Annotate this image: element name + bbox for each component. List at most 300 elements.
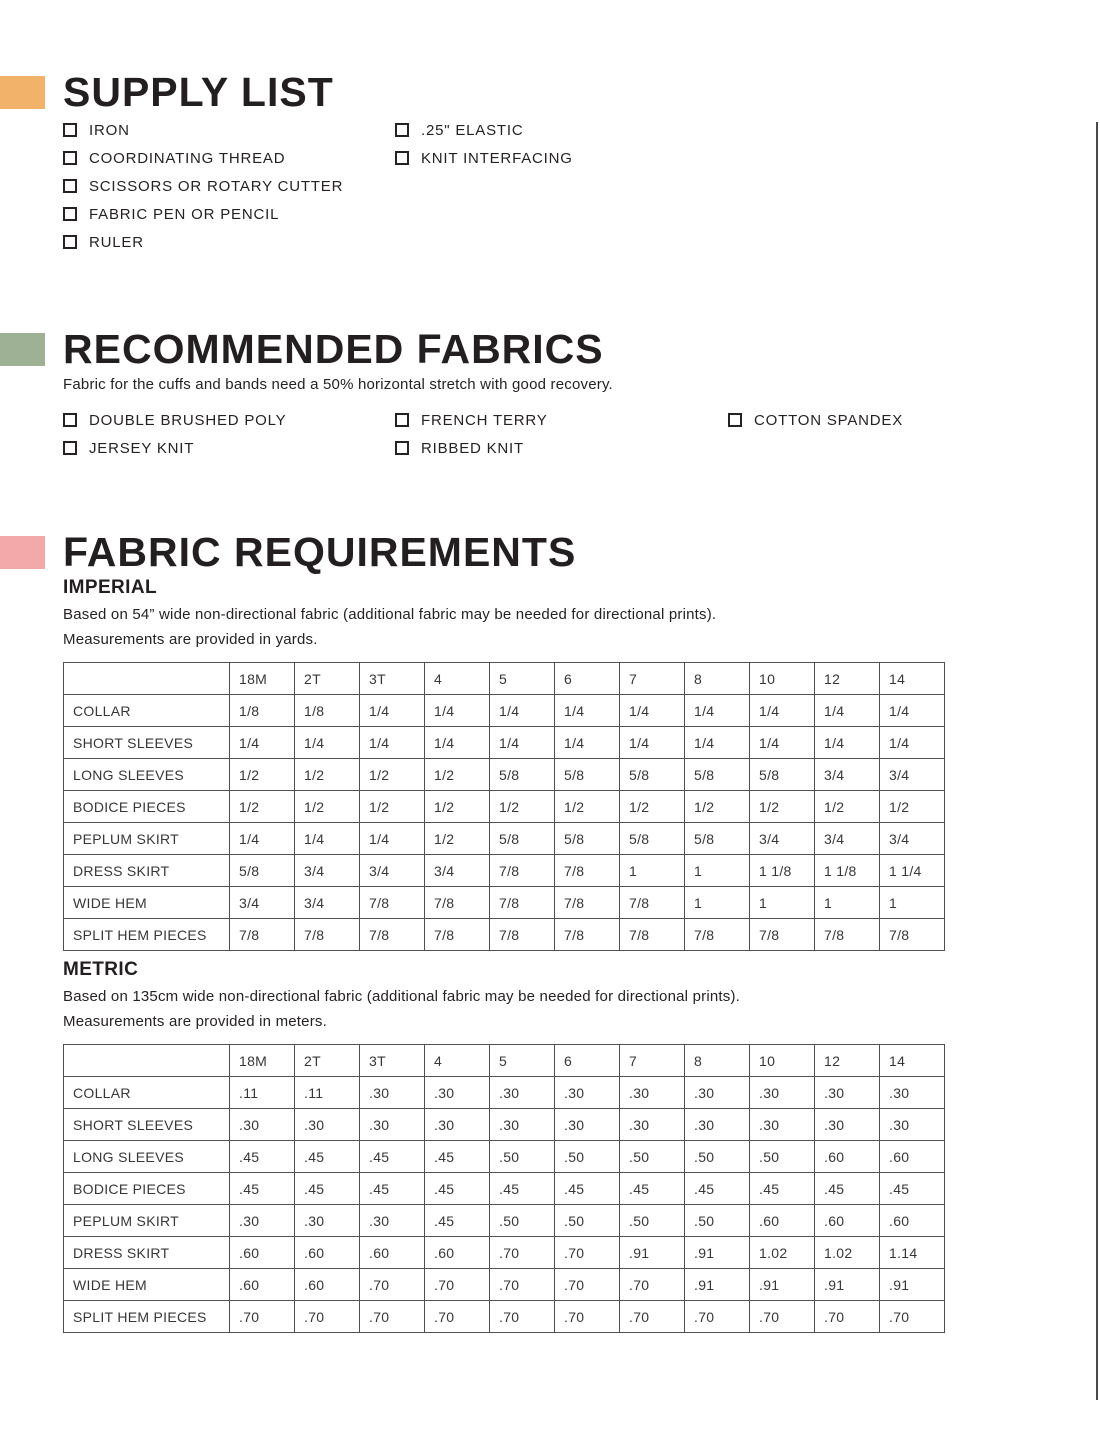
value-cell: .70 bbox=[425, 1269, 490, 1301]
row-label-cell: LONG SLEEVES bbox=[64, 1141, 230, 1173]
supply-list-title: SUPPLY LIST bbox=[63, 69, 334, 115]
value-cell: 1/4 bbox=[880, 727, 945, 759]
value-cell: .30 bbox=[295, 1205, 360, 1237]
value-cell: 5/8 bbox=[555, 759, 620, 791]
value-cell: .60 bbox=[230, 1237, 295, 1269]
value-cell: .60 bbox=[295, 1269, 360, 1301]
value-cell: 1/2 bbox=[230, 791, 295, 823]
fabric-requirements-accent-block bbox=[0, 536, 45, 569]
recommended-fabrics-column-3 bbox=[728, 413, 903, 469]
value-cell: .45 bbox=[555, 1173, 620, 1205]
value-cell: .50 bbox=[685, 1141, 750, 1173]
value-cell: 1/8 bbox=[295, 695, 360, 727]
value-cell: 3/4 bbox=[425, 855, 490, 887]
checklist-item-label: COORDINATING THREAD bbox=[89, 150, 286, 167]
value-cell: .45 bbox=[620, 1173, 685, 1205]
value-cell: 7/8 bbox=[360, 887, 425, 919]
value-cell: .30 bbox=[490, 1077, 555, 1109]
value-cell: 7/8 bbox=[425, 887, 490, 919]
value-cell: 5/8 bbox=[620, 759, 685, 791]
fabric-requirements-title: FABRIC REQUIREMENTS bbox=[63, 529, 577, 575]
row-label-cell: WIDE HEM bbox=[64, 887, 230, 919]
value-cell: 3/4 bbox=[880, 823, 945, 855]
value-cell: .91 bbox=[815, 1269, 880, 1301]
imperial-note-line-1: Based on 54” wide non-directional fabric (additional fabric may be needed for directional prints). bbox=[63, 606, 717, 623]
value-cell: 1/4 bbox=[750, 727, 815, 759]
checkbox-icon bbox=[63, 441, 77, 455]
value-cell: .30 bbox=[425, 1077, 490, 1109]
size-header-cell: 5 bbox=[490, 663, 555, 695]
value-cell: 1 1/8 bbox=[815, 855, 880, 887]
value-cell: 7/8 bbox=[815, 919, 880, 951]
metric-note-line-1: Based on 135cm wide non-directional fabric (additional fabric may be needed for directional prints). bbox=[63, 988, 741, 1005]
value-cell: .60 bbox=[880, 1205, 945, 1237]
value-cell: .30 bbox=[555, 1077, 620, 1109]
checklist-item-label: RIBBED KNIT bbox=[421, 440, 524, 457]
value-cell: 1/2 bbox=[425, 823, 490, 855]
value-cell: 1/4 bbox=[360, 727, 425, 759]
value-cell: 1/4 bbox=[555, 695, 620, 727]
value-cell: .45 bbox=[880, 1173, 945, 1205]
value-cell: .91 bbox=[880, 1269, 945, 1301]
value-cell: 1/8 bbox=[230, 695, 295, 727]
value-cell: .30 bbox=[750, 1077, 815, 1109]
checklist-item bbox=[395, 441, 728, 456]
value-cell: .45 bbox=[490, 1173, 555, 1205]
value-cell: 1/4 bbox=[815, 727, 880, 759]
checklist-item-label: FABRIC PEN OR PENCIL bbox=[89, 206, 280, 223]
value-cell: .70 bbox=[230, 1301, 295, 1333]
value-cell: .30 bbox=[555, 1109, 620, 1141]
fabric-requirements-title-row bbox=[0, 529, 1100, 575]
value-cell: 1/2 bbox=[360, 759, 425, 791]
value-cell: 1/4 bbox=[555, 727, 620, 759]
table-row bbox=[64, 791, 945, 823]
table-row bbox=[64, 823, 945, 855]
page-right-border bbox=[1096, 122, 1098, 1400]
checkbox-icon bbox=[395, 151, 409, 165]
value-cell: 3/4 bbox=[230, 887, 295, 919]
value-cell: .70 bbox=[685, 1301, 750, 1333]
value-cell: .45 bbox=[295, 1173, 360, 1205]
checklist-item bbox=[728, 413, 903, 428]
value-cell: .70 bbox=[295, 1301, 360, 1333]
checklist-item bbox=[63, 207, 395, 222]
checkbox-icon bbox=[63, 413, 77, 427]
value-cell: .30 bbox=[490, 1109, 555, 1141]
table-row bbox=[64, 1109, 945, 1141]
corner-cell bbox=[64, 663, 230, 695]
value-cell: .30 bbox=[360, 1205, 425, 1237]
value-cell: 7/8 bbox=[490, 887, 555, 919]
checklist-item bbox=[63, 123, 395, 138]
size-header-cell: 5 bbox=[490, 1045, 555, 1077]
value-cell: .60 bbox=[425, 1237, 490, 1269]
size-header-cell: 6 bbox=[555, 1045, 620, 1077]
value-cell: .30 bbox=[230, 1109, 295, 1141]
value-cell: 1/2 bbox=[425, 791, 490, 823]
value-cell: .91 bbox=[685, 1269, 750, 1301]
value-cell: 1/2 bbox=[490, 791, 555, 823]
size-header-cell: 2T bbox=[295, 663, 360, 695]
value-cell: .45 bbox=[425, 1141, 490, 1173]
value-cell: 1.02 bbox=[815, 1237, 880, 1269]
table-row bbox=[64, 887, 945, 919]
checkbox-icon bbox=[63, 207, 77, 221]
value-cell: .45 bbox=[425, 1205, 490, 1237]
row-label-cell: LONG SLEEVES bbox=[64, 759, 230, 791]
value-cell: 7/8 bbox=[295, 919, 360, 951]
value-cell: .45 bbox=[360, 1173, 425, 1205]
value-cell: .60 bbox=[750, 1205, 815, 1237]
value-cell: 1 bbox=[750, 887, 815, 919]
fabric-requirements-section bbox=[0, 529, 1100, 1333]
value-cell: .70 bbox=[555, 1269, 620, 1301]
size-header-cell: 8 bbox=[685, 663, 750, 695]
value-cell: 1 bbox=[620, 855, 685, 887]
size-header-row bbox=[64, 663, 945, 695]
value-cell: 7/8 bbox=[490, 919, 555, 951]
value-cell: .50 bbox=[555, 1141, 620, 1173]
value-cell: 5/8 bbox=[685, 823, 750, 855]
value-cell: 7/8 bbox=[620, 919, 685, 951]
row-label-cell: SPLIT HEM PIECES bbox=[64, 919, 230, 951]
value-cell: .70 bbox=[490, 1269, 555, 1301]
value-cell: .91 bbox=[750, 1269, 815, 1301]
row-label-cell: PEPLUM SKIRT bbox=[64, 1205, 230, 1237]
value-cell: .30 bbox=[750, 1109, 815, 1141]
value-cell: .70 bbox=[620, 1301, 685, 1333]
value-cell: .30 bbox=[685, 1109, 750, 1141]
value-cell: 5/8 bbox=[490, 823, 555, 855]
value-cell: .50 bbox=[555, 1205, 620, 1237]
value-cell: .50 bbox=[490, 1205, 555, 1237]
value-cell: .70 bbox=[555, 1237, 620, 1269]
value-cell: .70 bbox=[555, 1301, 620, 1333]
checklist-item-label: IRON bbox=[89, 122, 130, 139]
checkbox-icon bbox=[395, 441, 409, 455]
value-cell: 7/8 bbox=[750, 919, 815, 951]
table-row bbox=[64, 1269, 945, 1301]
value-cell: .30 bbox=[360, 1109, 425, 1141]
table-row bbox=[64, 1301, 945, 1333]
row-label-cell: BODICE PIECES bbox=[64, 791, 230, 823]
size-header-cell: 2T bbox=[295, 1045, 360, 1077]
value-cell: 1 bbox=[685, 855, 750, 887]
supply-list-columns bbox=[63, 123, 1100, 263]
row-label-cell: SHORT SLEEVES bbox=[64, 1109, 230, 1141]
supply-list-accent-block bbox=[0, 76, 45, 109]
value-cell: 1 bbox=[815, 887, 880, 919]
value-cell: .50 bbox=[750, 1141, 815, 1173]
value-cell: .60 bbox=[815, 1141, 880, 1173]
imperial-notes bbox=[63, 602, 1100, 652]
size-header-cell: 12 bbox=[815, 663, 880, 695]
value-cell: .60 bbox=[360, 1237, 425, 1269]
value-cell: 1.02 bbox=[750, 1237, 815, 1269]
table-row bbox=[64, 919, 945, 951]
value-cell: .45 bbox=[685, 1173, 750, 1205]
row-label-cell: DRESS SKIRT bbox=[64, 1237, 230, 1269]
checklist-item bbox=[63, 179, 395, 194]
recommended-fabrics-columns bbox=[63, 413, 1100, 469]
supply-list-title-row bbox=[0, 69, 1100, 115]
checklist-item-label: JERSEY KNIT bbox=[89, 440, 195, 457]
value-cell: .45 bbox=[425, 1173, 490, 1205]
value-cell: .30 bbox=[815, 1109, 880, 1141]
value-cell: .50 bbox=[620, 1141, 685, 1173]
table-row bbox=[64, 1141, 945, 1173]
value-cell: 1/4 bbox=[685, 695, 750, 727]
checkbox-icon bbox=[63, 151, 77, 165]
value-cell: 5/8 bbox=[555, 823, 620, 855]
recommended-fabrics-note: Fabric for the cuffs and bands need a 50% horizontal stretch with good recovery. bbox=[63, 376, 613, 393]
value-cell: 1/4 bbox=[295, 823, 360, 855]
value-cell: 3/4 bbox=[295, 887, 360, 919]
value-cell: .70 bbox=[880, 1301, 945, 1333]
value-cell: .50 bbox=[685, 1205, 750, 1237]
value-cell: 1 1/4 bbox=[880, 855, 945, 887]
imperial-requirements-table bbox=[63, 662, 945, 951]
sewing-pattern-document-page bbox=[0, 69, 1100, 1449]
size-header-cell: 14 bbox=[880, 1045, 945, 1077]
value-cell: 1/2 bbox=[295, 759, 360, 791]
value-cell: 7/8 bbox=[685, 919, 750, 951]
value-cell: 1/4 bbox=[620, 695, 685, 727]
checkbox-icon bbox=[63, 179, 77, 193]
value-cell: .30 bbox=[880, 1077, 945, 1109]
value-cell: 1/2 bbox=[425, 759, 490, 791]
value-cell: 7/8 bbox=[425, 919, 490, 951]
checkbox-icon bbox=[63, 235, 77, 249]
value-cell: 1/4 bbox=[490, 727, 555, 759]
row-label-cell: DRESS SKIRT bbox=[64, 855, 230, 887]
value-cell: .30 bbox=[230, 1205, 295, 1237]
checkbox-icon bbox=[63, 123, 77, 137]
value-cell: 1/4 bbox=[620, 727, 685, 759]
value-cell: 5/8 bbox=[230, 855, 295, 887]
value-cell: .30 bbox=[880, 1109, 945, 1141]
value-cell: .30 bbox=[295, 1109, 360, 1141]
value-cell: 1/2 bbox=[685, 791, 750, 823]
row-label-cell: COLLAR bbox=[64, 695, 230, 727]
supply-list-column-1 bbox=[63, 123, 395, 263]
size-header-cell: 3T bbox=[360, 663, 425, 695]
value-cell: 1/4 bbox=[360, 823, 425, 855]
imperial-heading: IMPERIAL bbox=[63, 577, 157, 598]
value-cell: 7/8 bbox=[360, 919, 425, 951]
checklist-item-label: DOUBLE BRUSHED POLY bbox=[89, 412, 287, 429]
supply-list-column-2 bbox=[395, 123, 573, 263]
value-cell: 1/2 bbox=[750, 791, 815, 823]
size-header-cell: 6 bbox=[555, 663, 620, 695]
size-header-cell: 18M bbox=[230, 663, 295, 695]
value-cell: 1/2 bbox=[295, 791, 360, 823]
value-cell: .70 bbox=[490, 1237, 555, 1269]
value-cell: 3/4 bbox=[360, 855, 425, 887]
size-header-row bbox=[64, 1045, 945, 1077]
value-cell: .30 bbox=[360, 1077, 425, 1109]
value-cell: .70 bbox=[750, 1301, 815, 1333]
size-header-cell: 3T bbox=[360, 1045, 425, 1077]
size-header-cell: 10 bbox=[750, 1045, 815, 1077]
value-cell: 1/4 bbox=[490, 695, 555, 727]
value-cell: .50 bbox=[490, 1141, 555, 1173]
table-row bbox=[64, 1205, 945, 1237]
checklist-item bbox=[395, 151, 573, 166]
value-cell: 1/2 bbox=[620, 791, 685, 823]
value-cell: .45 bbox=[360, 1141, 425, 1173]
size-header-cell: 10 bbox=[750, 663, 815, 695]
recommended-fabrics-section bbox=[0, 326, 1100, 469]
value-cell: 1/4 bbox=[685, 727, 750, 759]
value-cell: .60 bbox=[295, 1237, 360, 1269]
value-cell: 1.14 bbox=[880, 1237, 945, 1269]
recommended-fabrics-title: RECOMMENDED FABRICS bbox=[63, 326, 604, 372]
value-cell: 7/8 bbox=[230, 919, 295, 951]
metric-note-line-2: Measurements are provided in meters. bbox=[63, 1013, 327, 1030]
metric-requirements-table bbox=[63, 1044, 945, 1333]
checklist-item bbox=[63, 413, 395, 428]
value-cell: .60 bbox=[815, 1205, 880, 1237]
table-row bbox=[64, 727, 945, 759]
value-cell: 1/4 bbox=[750, 695, 815, 727]
checklist-item-label: COTTON SPANDEX bbox=[754, 412, 903, 429]
value-cell: 3/4 bbox=[815, 823, 880, 855]
value-cell: .30 bbox=[685, 1077, 750, 1109]
value-cell: .45 bbox=[295, 1141, 360, 1173]
value-cell: 1/2 bbox=[230, 759, 295, 791]
size-header-cell: 14 bbox=[880, 663, 945, 695]
size-header-cell: 8 bbox=[685, 1045, 750, 1077]
value-cell: 7/8 bbox=[620, 887, 685, 919]
value-cell: .11 bbox=[230, 1077, 295, 1109]
row-label-cell: SHORT SLEEVES bbox=[64, 727, 230, 759]
value-cell: 5/8 bbox=[750, 759, 815, 791]
recommended-fabrics-title-row bbox=[0, 326, 1100, 372]
value-cell: .45 bbox=[230, 1141, 295, 1173]
value-cell: 3/4 bbox=[295, 855, 360, 887]
value-cell: 1/2 bbox=[815, 791, 880, 823]
value-cell: 7/8 bbox=[490, 855, 555, 887]
value-cell: 3/4 bbox=[815, 759, 880, 791]
value-cell: .70 bbox=[620, 1269, 685, 1301]
value-cell: .70 bbox=[815, 1301, 880, 1333]
value-cell: 1/2 bbox=[880, 791, 945, 823]
value-cell: .45 bbox=[750, 1173, 815, 1205]
value-cell: .11 bbox=[295, 1077, 360, 1109]
metric-heading: METRIC bbox=[63, 959, 139, 980]
value-cell: 1 1/8 bbox=[750, 855, 815, 887]
table-row bbox=[64, 855, 945, 887]
value-cell: 1/4 bbox=[230, 823, 295, 855]
checkbox-icon bbox=[395, 123, 409, 137]
metric-notes bbox=[63, 984, 1100, 1034]
value-cell: .30 bbox=[815, 1077, 880, 1109]
checklist-item bbox=[63, 235, 395, 250]
size-header-cell: 4 bbox=[425, 1045, 490, 1077]
value-cell: .30 bbox=[620, 1109, 685, 1141]
value-cell: .60 bbox=[880, 1141, 945, 1173]
checklist-item bbox=[395, 123, 573, 138]
value-cell: .91 bbox=[620, 1237, 685, 1269]
value-cell: .70 bbox=[360, 1301, 425, 1333]
checklist-item bbox=[395, 413, 728, 428]
value-cell: 1/2 bbox=[360, 791, 425, 823]
row-label-cell: WIDE HEM bbox=[64, 1269, 230, 1301]
checklist-item-label: RULER bbox=[89, 234, 144, 251]
supply-list-section bbox=[0, 69, 1100, 263]
table-row bbox=[64, 759, 945, 791]
table-row bbox=[64, 1077, 945, 1109]
value-cell: 1/4 bbox=[425, 695, 490, 727]
size-header-cell: 12 bbox=[815, 1045, 880, 1077]
size-header-cell: 4 bbox=[425, 663, 490, 695]
value-cell: 5/8 bbox=[685, 759, 750, 791]
row-label-cell: COLLAR bbox=[64, 1077, 230, 1109]
value-cell: 1/4 bbox=[360, 695, 425, 727]
checklist-item bbox=[63, 151, 395, 166]
value-cell: 7/8 bbox=[555, 855, 620, 887]
checklist-item-label: FRENCH TERRY bbox=[421, 412, 548, 429]
table-row bbox=[64, 695, 945, 727]
checklist-item bbox=[63, 441, 395, 456]
row-label-cell: PEPLUM SKIRT bbox=[64, 823, 230, 855]
value-cell: .70 bbox=[425, 1301, 490, 1333]
value-cell: .70 bbox=[360, 1269, 425, 1301]
value-cell: 5/8 bbox=[620, 823, 685, 855]
value-cell: 5/8 bbox=[490, 759, 555, 791]
checklist-item-label: SCISSORS OR ROTARY CUTTER bbox=[89, 178, 344, 195]
recommended-fabrics-column-2 bbox=[395, 413, 728, 469]
value-cell: .45 bbox=[230, 1173, 295, 1205]
imperial-note-line-2: Measurements are provided in yards. bbox=[63, 631, 318, 648]
value-cell: 1/4 bbox=[425, 727, 490, 759]
value-cell: 1 bbox=[880, 887, 945, 919]
value-cell: 1/4 bbox=[815, 695, 880, 727]
value-cell: 7/8 bbox=[555, 887, 620, 919]
corner-cell bbox=[64, 1045, 230, 1077]
checklist-item-label: .25" ELASTIC bbox=[421, 122, 524, 139]
checklist-item-label: KNIT INTERFACING bbox=[421, 150, 573, 167]
value-cell: .30 bbox=[620, 1077, 685, 1109]
value-cell: 1/2 bbox=[555, 791, 620, 823]
value-cell: 3/4 bbox=[750, 823, 815, 855]
value-cell: 7/8 bbox=[880, 919, 945, 951]
value-cell: .70 bbox=[490, 1301, 555, 1333]
size-header-cell: 18M bbox=[230, 1045, 295, 1077]
value-cell: .30 bbox=[425, 1109, 490, 1141]
value-cell: 1/4 bbox=[295, 727, 360, 759]
value-cell: .91 bbox=[685, 1237, 750, 1269]
checkbox-icon bbox=[395, 413, 409, 427]
recommended-fabrics-accent-block bbox=[0, 333, 45, 366]
row-label-cell: SPLIT HEM PIECES bbox=[64, 1301, 230, 1333]
size-header-cell: 7 bbox=[620, 663, 685, 695]
value-cell: 1/4 bbox=[880, 695, 945, 727]
value-cell: 1 bbox=[685, 887, 750, 919]
table-row bbox=[64, 1173, 945, 1205]
value-cell: .60 bbox=[230, 1269, 295, 1301]
value-cell: 3/4 bbox=[880, 759, 945, 791]
size-header-cell: 7 bbox=[620, 1045, 685, 1077]
checkbox-icon bbox=[728, 413, 742, 427]
row-label-cell: BODICE PIECES bbox=[64, 1173, 230, 1205]
value-cell: .45 bbox=[815, 1173, 880, 1205]
value-cell: .50 bbox=[620, 1205, 685, 1237]
value-cell: 7/8 bbox=[555, 919, 620, 951]
table-row bbox=[64, 1237, 945, 1269]
